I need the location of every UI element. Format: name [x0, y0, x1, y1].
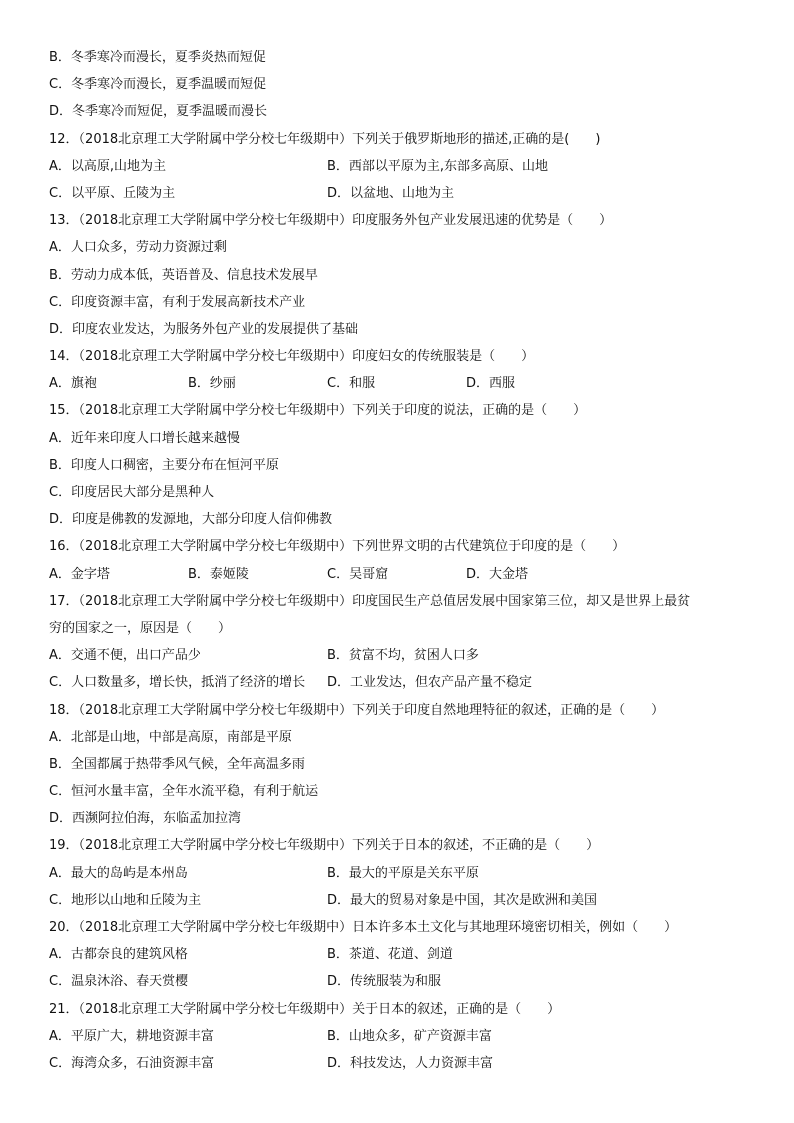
q21-option-d: D．科技发达，人力资源丰富	[327, 1055, 494, 1071]
q11-option-c: C．冬季寒冷而漫长，夏季温暖而短促	[49, 77, 267, 93]
q16-option-c: C．吴哥窟	[327, 566, 389, 582]
q13-option-d: D．印度农业发达，为服务外包产业的发展提供了基础	[49, 321, 359, 337]
q20-option-c: C．温泉沐浴、春天赏樱	[49, 974, 189, 990]
q18-option-b: B．全国都属于热带季风气候，全年高温多雨	[49, 756, 305, 772]
q16-options-row	[49, 561, 769, 588]
q21-option-c: C．海湾众多，石油资源丰富	[49, 1055, 215, 1071]
q14-option-a: A．旗袍	[49, 376, 97, 392]
question-12: 12．（2018北京理工大学附属中学分校七年级期中）下列关于俄罗斯地形的描述,正确的是( )	[49, 131, 601, 147]
q13-option-b: B．劳动力成本低，英语普及、信息技术发展早	[49, 267, 318, 283]
q19-options-row-2	[49, 887, 769, 914]
q12-option-a: A．以高原,山地为主	[49, 158, 167, 174]
q14-options-row	[49, 370, 769, 397]
q20-option-b: B．茶道、花道、剑道	[327, 947, 453, 963]
question-21: 21．（2018北京理工大学附属中学分校七年级期中）关于日本的叙述，正确的是（ ）	[49, 1001, 561, 1017]
q18-option-a: A．北部是山地，中部是高原，南部是平原	[49, 729, 292, 745]
q12-option-c: C．以平原、丘陵为主	[49, 185, 176, 201]
q21-options-row-2	[49, 1050, 769, 1077]
q11-option-d: D．冬季寒冷而短促，夏季温暖而漫长	[49, 104, 268, 120]
q21-option-a: A．平原广大，耕地资源丰富	[49, 1028, 214, 1044]
exam-page	[49, 44, 769, 1077]
q12-options-row-2	[49, 180, 769, 207]
q15-option-b: B．印度人口稠密，主要分布在恒河平原	[49, 457, 279, 473]
q20-option-d: D．传统服装为和服	[327, 974, 442, 990]
q15-option-d: D．印度是佛教的发源地，大部分印度人信仰佛教	[49, 512, 333, 528]
q17-options-row-2	[49, 669, 769, 696]
question-14: 14．（2018北京理工大学附属中学分校七年级期中）印度妇女的传统服装是（ ）	[49, 349, 535, 365]
q14-option-b: B．纱丽	[188, 376, 236, 392]
q16-option-b: B．泰姬陵	[188, 566, 249, 582]
q12-options-row-1	[49, 153, 769, 180]
q19-options-row-1	[49, 860, 769, 887]
question-17-line-1: 17．（2018北京理工大学附属中学分校七年级期中）印度国民生产总值居发展中国家第三位，却又是世界上最贫	[49, 593, 691, 609]
q20-options-row-1	[49, 941, 769, 968]
question-13: 13．（2018北京理工大学附属中学分校七年级期中）印度服务外包产业发展迅速的优势是（ ）	[49, 213, 613, 229]
q19-option-b: B．最大的平原是关东平原	[327, 865, 479, 881]
question-19: 19．（2018北京理工大学附属中学分校七年级期中）下列关于日本的叙述，不正确的是（ ）	[49, 838, 600, 854]
q12-option-d: D．以盆地、山地为主	[327, 185, 455, 201]
q11-option-b: B．冬季寒冷而漫长，夏季炎热而短促	[49, 50, 266, 65]
q19-option-c: C．地形以山地和丘陵为主	[49, 892, 202, 908]
q16-option-a: A．金字塔	[49, 566, 110, 582]
q13-option-c: C．印度资源丰富，有利于发展高新技术产业	[49, 294, 306, 310]
q13-option-a: A．人口众多，劳动力资源过剩	[49, 240, 227, 256]
q18-option-d: D．西濒阿拉伯海，东临孟加拉湾	[49, 811, 242, 827]
q19-option-d: D．最大的贸易对象是中国，其次是欧洲和美国	[327, 892, 598, 908]
q14-option-c: C．和服	[327, 376, 376, 392]
q14-option-d: D．西服	[466, 376, 516, 392]
question-15: 15．（2018北京理工大学附属中学分校七年级期中）下列关于印度的说法，正确的是（ ）	[49, 403, 587, 419]
q15-option-a: A．近年来印度人口增长越来越慢	[49, 430, 240, 446]
q17-option-a: A．交通不便，出口产品少	[49, 648, 201, 664]
question-20: 20．（2018北京理工大学附属中学分校七年级期中）日本许多本土文化与其地理环境密切相关，例如（ ）	[49, 920, 678, 935]
question-16: 16．（2018北京理工大学附属中学分校七年级期中）下列世界文明的古代建筑位于印度的是（ ）	[49, 539, 626, 555]
q17-option-d: D．工业发达，但农产品产量不稳定	[327, 675, 533, 691]
q12-option-b: B．西部以平原为主,东部多高原、山地	[327, 158, 549, 174]
q17-option-b: B．贫富不均，贫困人口多	[327, 648, 479, 664]
q17-option-c: C．人口数量多，增长快，抵消了经济的增长	[49, 675, 306, 691]
q17-options-row-1	[49, 642, 769, 669]
question-17-line-2: 穷的国家之一，原因是（ ）	[49, 620, 232, 636]
q20-options-row-2	[49, 968, 769, 995]
question-18: 18．（2018北京理工大学附属中学分校七年级期中）下列关于印度自然地理特征的叙述，正确的是（ ）	[49, 702, 665, 718]
q16-option-d: D．大金塔	[466, 566, 529, 582]
q18-option-c: C．恒河水量丰富，全年水流平稳，有利于航运	[49, 784, 319, 800]
q20-option-a: A．古都奈良的建筑风格	[49, 947, 188, 963]
q19-option-a: A．最大的岛屿是本州岛	[49, 865, 188, 881]
q21-options-row-1	[49, 1023, 769, 1050]
q15-option-c: C．印度居民大部分是黑种人	[49, 485, 215, 500]
q21-option-b: B．山地众多，矿产资源丰富	[327, 1028, 492, 1044]
